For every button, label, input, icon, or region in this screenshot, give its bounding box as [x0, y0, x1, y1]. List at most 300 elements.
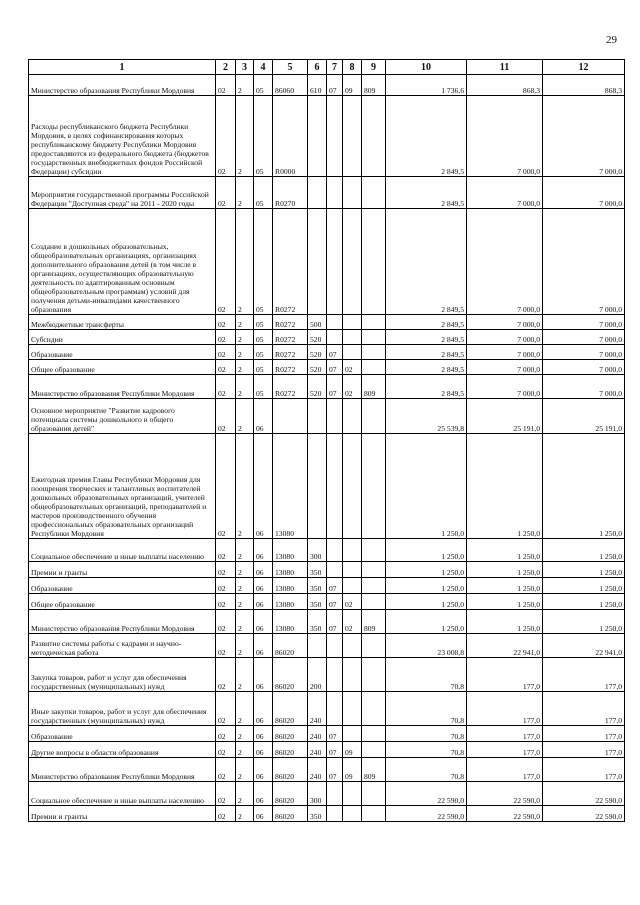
table-row [29, 594, 625, 610]
table-cell-c11: 177,0 [467, 742, 543, 758]
table-cell-c6 [308, 96, 327, 177]
table-cell-c3: 2 [236, 375, 254, 399]
table-row [29, 562, 625, 578]
table-cell-c5: R0272 [273, 375, 308, 399]
table-cell-c9 [362, 742, 386, 758]
table-cell-c3: 2 [236, 594, 254, 610]
table-cell-c6: 350 [308, 610, 327, 634]
table-cell-c4: 06 [254, 562, 273, 578]
table-cell-c9 [362, 539, 386, 562]
table-cell-c9 [362, 726, 386, 742]
table-cell-c5: 86020 [273, 658, 308, 692]
table-row [29, 742, 625, 758]
table-cell-c12: 177,0 [543, 742, 625, 758]
table-cell-c11: 7 000,0 [467, 330, 543, 345]
table-cell-c7 [327, 539, 343, 562]
table-cell-c6: 520 [308, 345, 327, 360]
table-cell-c4: 06 [254, 610, 273, 634]
table-cell-c10: 2 849,5 [386, 209, 467, 315]
table-cell-c12: 1 250,0 [543, 578, 625, 594]
row-name-cell: Министерство образования Республики Мордовия [29, 610, 216, 634]
table-cell-c12: 7 000,0 [543, 360, 625, 375]
table-cell-c8 [343, 806, 362, 822]
table-cell-c2: 02 [216, 345, 236, 360]
table-row [29, 806, 625, 822]
table-cell-c12: 177,0 [543, 692, 625, 726]
table-cell-c9: 809 [362, 375, 386, 399]
table-cell-c5: 86020 [273, 692, 308, 726]
table-cell-c11: 868,3 [467, 75, 543, 96]
table-cell-c6: 240 [308, 758, 327, 782]
table-cell-c11: 22 941,0 [467, 634, 543, 658]
table-row [29, 330, 625, 345]
header-cell: 6 [308, 60, 327, 75]
table-cell-c8 [343, 315, 362, 330]
table-cell-c7: 07 [327, 594, 343, 610]
table-cell-c10: 2 849,5 [386, 315, 467, 330]
table-cell-c8 [343, 578, 362, 594]
table-cell-c7: 07 [327, 610, 343, 634]
table-row [29, 782, 625, 806]
table-cell-c12: 22 941,0 [543, 634, 625, 658]
table-row [29, 75, 625, 96]
table-header-row [29, 60, 625, 75]
table-cell-c2: 02 [216, 360, 236, 375]
table-cell-c3: 2 [236, 315, 254, 330]
table-cell-c11: 1 250,0 [467, 539, 543, 562]
table-cell-c3: 2 [236, 562, 254, 578]
table-cell-c3: 2 [236, 345, 254, 360]
table-cell-c11: 7 000,0 [467, 345, 543, 360]
table-cell-c4: 06 [254, 634, 273, 658]
table-cell-c2: 02 [216, 399, 236, 434]
table-cell-c5: 86060 [273, 75, 308, 96]
row-name-cell: Министерство образования Республики Мордовия [29, 758, 216, 782]
table-cell-c8: 02 [343, 594, 362, 610]
table-cell-c11: 1 250,0 [467, 562, 543, 578]
table-cell-c11: 7 000,0 [467, 96, 543, 177]
header-cell: 3 [236, 60, 254, 75]
table-cell-c10: 70,8 [386, 692, 467, 726]
table-cell-c10: 1 250,0 [386, 434, 467, 539]
table-row [29, 345, 625, 360]
table-cell-c12: 177,0 [543, 726, 625, 742]
table-cell-c8 [343, 562, 362, 578]
table-cell-c8: 09 [343, 75, 362, 96]
table-cell-c9 [362, 315, 386, 330]
table-cell-c4: 06 [254, 726, 273, 742]
table-cell-c8 [343, 345, 362, 360]
table-cell-c4: 05 [254, 75, 273, 96]
table-cell-c2: 02 [216, 806, 236, 822]
header-cell: 8 [343, 60, 362, 75]
table-cell-c3: 2 [236, 434, 254, 539]
table-cell-c8 [343, 692, 362, 726]
table-cell-c7: 07 [327, 758, 343, 782]
table-cell-c4: 06 [254, 399, 273, 434]
header-cell: 11 [467, 60, 543, 75]
table-cell-c12: 1 250,0 [543, 434, 625, 539]
table-cell-c2: 02 [216, 578, 236, 594]
table-cell-c2: 02 [216, 562, 236, 578]
table-cell-c9 [362, 594, 386, 610]
row-name-cell: Общее образование [29, 594, 216, 610]
table-cell-c10: 70,8 [386, 758, 467, 782]
table-cell-c8: 09 [343, 758, 362, 782]
table-cell-c5 [273, 399, 308, 434]
table-cell-c4: 06 [254, 578, 273, 594]
table-cell-c7 [327, 562, 343, 578]
table-cell-c2: 02 [216, 96, 236, 177]
table-cell-c5: 13080 [273, 562, 308, 578]
table-cell-c9: 809 [362, 75, 386, 96]
table-cell-c4: 05 [254, 96, 273, 177]
table-cell-c6: 200 [308, 658, 327, 692]
table-cell-c4: 05 [254, 209, 273, 315]
table-cell-c8 [343, 330, 362, 345]
table-cell-c11: 25 191,0 [467, 399, 543, 434]
table-cell-c3: 2 [236, 177, 254, 209]
table-cell-c3: 2 [236, 96, 254, 177]
table-cell-c7 [327, 177, 343, 209]
table-cell-c9 [362, 578, 386, 594]
table-cell-c6: 350 [308, 562, 327, 578]
table-cell-c7 [327, 692, 343, 726]
row-name-cell: Образование [29, 726, 216, 742]
header-cell: 9 [362, 60, 386, 75]
table-cell-c9 [362, 345, 386, 360]
row-name-cell: Основное мероприятие "Развитие кадрового потенциала системы дошкольного и общего образования детей" [29, 399, 216, 434]
table-cell-c6 [308, 399, 327, 434]
table-cell-c9 [362, 658, 386, 692]
table-cell-c4: 05 [254, 345, 273, 360]
table-cell-c5: R0000 [273, 96, 308, 177]
table-cell-c4: 06 [254, 758, 273, 782]
table-cell-c6: 520 [308, 375, 327, 399]
table-cell-c8 [343, 634, 362, 658]
table-cell-c12: 7 000,0 [543, 375, 625, 399]
table-cell-c8 [343, 658, 362, 692]
table-cell-c2: 02 [216, 594, 236, 610]
table-cell-c3: 2 [236, 634, 254, 658]
table-cell-c7 [327, 209, 343, 315]
table-row [29, 434, 625, 539]
table-cell-c6: 300 [308, 539, 327, 562]
table-cell-c10: 2 849,5 [386, 375, 467, 399]
row-name-cell: Министерство образования Республики Мордовия [29, 375, 216, 399]
table-cell-c3: 2 [236, 726, 254, 742]
table-cell-c11: 22 590,0 [467, 782, 543, 806]
table-cell-c2: 02 [216, 315, 236, 330]
table-cell-c10: 1 250,0 [386, 578, 467, 594]
table-cell-c12: 868,3 [543, 75, 625, 96]
table-cell-c5: 86020 [273, 634, 308, 658]
row-name-cell: Общее образование [29, 360, 216, 375]
table-cell-c9: 809 [362, 610, 386, 634]
table-cell-c3: 2 [236, 758, 254, 782]
row-name-cell: Мероприятия государственной программы Российской Федерации "Доступная среда" на 2011 - 2020 годы [29, 177, 216, 209]
table-cell-c4: 05 [254, 360, 273, 375]
table-cell-c6: 500 [308, 315, 327, 330]
table-cell-c6: 350 [308, 594, 327, 610]
header-cell: 12 [543, 60, 625, 75]
table-cell-c6: 520 [308, 360, 327, 375]
table-cell-c12: 22 590,0 [543, 806, 625, 822]
table-cell-c2: 02 [216, 758, 236, 782]
table-cell-c4: 06 [254, 742, 273, 758]
row-name-cell: Образование [29, 578, 216, 594]
table-cell-c2: 02 [216, 634, 236, 658]
table-cell-c8 [343, 726, 362, 742]
table-cell-c8 [343, 96, 362, 177]
table-cell-c9 [362, 399, 386, 434]
table-cell-c10: 2 849,5 [386, 177, 467, 209]
table-cell-c7: 07 [327, 345, 343, 360]
table-cell-c6 [308, 209, 327, 315]
table-cell-c10: 70,8 [386, 658, 467, 692]
table-cell-c12: 7 000,0 [543, 330, 625, 345]
header-cell: 1 [29, 60, 216, 75]
table-cell-c8 [343, 434, 362, 539]
table-cell-c6: 350 [308, 806, 327, 822]
table-cell-c10: 1 250,0 [386, 610, 467, 634]
table-cell-c11: 7 000,0 [467, 209, 543, 315]
table-cell-c8 [343, 539, 362, 562]
table-cell-c9 [362, 177, 386, 209]
header-cell: 10 [386, 60, 467, 75]
row-name-cell: Премии и гранты [29, 562, 216, 578]
table-cell-c2: 02 [216, 330, 236, 345]
table-cell-c4: 06 [254, 782, 273, 806]
table-cell-c5: R0272 [273, 315, 308, 330]
header-cell: 2 [216, 60, 236, 75]
table-cell-c2: 02 [216, 177, 236, 209]
table-cell-c11: 22 590,0 [467, 806, 543, 822]
table-cell-c7: 07 [327, 75, 343, 96]
table-row [29, 177, 625, 209]
row-name-cell: Социальное обеспечение и иные выплаты населению [29, 539, 216, 562]
table-cell-c2: 02 [216, 782, 236, 806]
table-cell-c7 [327, 806, 343, 822]
table-body [29, 75, 625, 822]
table-cell-c11: 177,0 [467, 758, 543, 782]
table-cell-c7 [327, 782, 343, 806]
table-cell-c9 [362, 434, 386, 539]
table-cell-c4: 06 [254, 539, 273, 562]
table-cell-c10: 2 849,5 [386, 360, 467, 375]
table-cell-c6: 520 [308, 330, 327, 345]
row-name-cell: Ежегодная премия Главы Республики Мордовия для поощрения творческих и талантливых воспитателей дошкольных образовательных организаций, учителей общеобразовательных организаций, преподавателей и мастеров производственного обучения профессиональных образовательных организаций Республики Мордовия [29, 434, 216, 539]
row-name-cell: Межбюджетные трансферты [29, 315, 216, 330]
table-row [29, 399, 625, 434]
table-cell-c2: 02 [216, 75, 236, 96]
table-cell-c5: 13080 [273, 594, 308, 610]
table-cell-c5: 86020 [273, 742, 308, 758]
table-cell-c5: 86020 [273, 782, 308, 806]
table-cell-c3: 2 [236, 75, 254, 96]
table-cell-c9 [362, 360, 386, 375]
table-cell-c7 [327, 658, 343, 692]
table-cell-c8 [343, 209, 362, 315]
table-cell-c4: 05 [254, 315, 273, 330]
table-cell-c3: 2 [236, 610, 254, 634]
table-cell-c4: 06 [254, 692, 273, 726]
table-row [29, 634, 625, 658]
table-cell-c5: 13080 [273, 539, 308, 562]
table-cell-c4: 05 [254, 375, 273, 399]
table-cell-c9 [362, 330, 386, 345]
table-cell-c8: 09 [343, 742, 362, 758]
table-cell-c2: 02 [216, 692, 236, 726]
table-cell-c9 [362, 209, 386, 315]
budget-table [28, 59, 625, 822]
table-cell-c6: 300 [308, 782, 327, 806]
table-cell-c2: 02 [216, 726, 236, 742]
table-cell-c11: 177,0 [467, 692, 543, 726]
table-cell-c3: 2 [236, 539, 254, 562]
table-cell-c3: 2 [236, 209, 254, 315]
table-cell-c12: 177,0 [543, 658, 625, 692]
row-name-cell: Создание в дошкольных образовательных, общеобразовательных организациях, организациях дополнительного образования детей (в том числе в организациях, осуществляющих образовательную деятельность по адаптированным основным общеобразовательным программам) условий для получения детьми-инвалидами качественного образования [29, 209, 216, 315]
table-cell-c7: 07 [327, 726, 343, 742]
table-row [29, 692, 625, 726]
row-name-cell: Социальное обеспечение и иные выплаты населению [29, 782, 216, 806]
table-cell-c9 [362, 562, 386, 578]
table-row [29, 578, 625, 594]
table-cell-c11: 7 000,0 [467, 360, 543, 375]
table-cell-c9 [362, 782, 386, 806]
table-cell-c10: 1 250,0 [386, 539, 467, 562]
table-cell-c6: 240 [308, 726, 327, 742]
table-row [29, 315, 625, 330]
table-cell-c5: R0272 [273, 209, 308, 315]
table-cell-c2: 02 [216, 610, 236, 634]
table-cell-c10: 22 590,0 [386, 782, 467, 806]
table-cell-c10: 1 736,6 [386, 75, 467, 96]
table-cell-c11: 177,0 [467, 726, 543, 742]
table-cell-c12: 1 250,0 [543, 594, 625, 610]
table-cell-c11: 1 250,0 [467, 610, 543, 634]
header-cell: 4 [254, 60, 273, 75]
table-cell-c5: 13080 [273, 578, 308, 594]
table-row [29, 658, 625, 692]
table-row [29, 539, 625, 562]
row-name-cell: Субсидии [29, 330, 216, 345]
header-cell: 7 [327, 60, 343, 75]
table-cell-c2: 02 [216, 539, 236, 562]
table-cell-c10: 70,8 [386, 742, 467, 758]
table-cell-c11: 7 000,0 [467, 177, 543, 209]
table-cell-c9: 809 [362, 758, 386, 782]
table-cell-c9 [362, 634, 386, 658]
table-cell-c6 [308, 434, 327, 539]
table-cell-c7: 07 [327, 742, 343, 758]
table-cell-c11: 1 250,0 [467, 594, 543, 610]
table-cell-c2: 02 [216, 658, 236, 692]
table-cell-c12: 177,0 [543, 758, 625, 782]
row-name-cell: Закупка товаров, работ и услуг для обеспечения государственных (муниципальных) нужд [29, 658, 216, 692]
table-cell-c2: 02 [216, 209, 236, 315]
row-name-cell: Расходы республиканского бюджета Республики Мордовия, в целях софинансирования которых республиканскому бюджету Республики Мордовия предоставляются из федерального бюджета (бюджетов государственных внебюджетных фондов Российской Федерации) субсидии [29, 96, 216, 177]
table-row [29, 758, 625, 782]
table-cell-c4: 06 [254, 594, 273, 610]
table-cell-c3: 2 [236, 782, 254, 806]
table-cell-c9 [362, 806, 386, 822]
table-cell-c12: 1 250,0 [543, 562, 625, 578]
table-row [29, 610, 625, 634]
page-number: 29 [606, 34, 617, 46]
table-cell-c8: 02 [343, 360, 362, 375]
table-cell-c9 [362, 692, 386, 726]
table-cell-c7 [327, 330, 343, 345]
table-cell-c9 [362, 96, 386, 177]
table-cell-c10: 1 250,0 [386, 562, 467, 578]
table-cell-c6: 240 [308, 692, 327, 726]
table-cell-c10: 70,8 [386, 726, 467, 742]
table-cell-c12: 7 000,0 [543, 315, 625, 330]
table-cell-c7 [327, 399, 343, 434]
table-row [29, 360, 625, 375]
table-cell-c7: 07 [327, 375, 343, 399]
table-cell-c7 [327, 96, 343, 177]
table-cell-c12: 1 250,0 [543, 539, 625, 562]
row-name-cell: Иные закупки товаров, работ и услуг для обеспечения государственных (муниципальных) нужд [29, 692, 216, 726]
table-cell-c10: 25 539,8 [386, 399, 467, 434]
table-cell-c8 [343, 399, 362, 434]
table-cell-c7: 07 [327, 578, 343, 594]
table-cell-c10: 1 250,0 [386, 594, 467, 610]
table-cell-c4: 05 [254, 330, 273, 345]
row-name-cell: Другие вопросы в области образования [29, 742, 216, 758]
table-cell-c3: 2 [236, 692, 254, 726]
table-cell-c7 [327, 315, 343, 330]
row-name-cell: Министерство образования Республики Мордовия [29, 75, 216, 96]
table-cell-c5: 86020 [273, 758, 308, 782]
table-row [29, 209, 625, 315]
table-cell-c2: 02 [216, 434, 236, 539]
table-cell-c6: 240 [308, 742, 327, 758]
table-cell-c4: 06 [254, 434, 273, 539]
table-cell-c12: 7 000,0 [543, 177, 625, 209]
table-cell-c4: 06 [254, 658, 273, 692]
table-cell-c6: 610 [308, 75, 327, 96]
table-cell-c3: 2 [236, 806, 254, 822]
table-cell-c6 [308, 634, 327, 658]
table-cell-c12: 7 000,0 [543, 209, 625, 315]
table-cell-c11: 7 000,0 [467, 375, 543, 399]
row-name-cell: Премии и гранты [29, 806, 216, 822]
table-cell-c5: R0270 [273, 177, 308, 209]
table-cell-c5: 86020 [273, 726, 308, 742]
table-cell-c7 [327, 434, 343, 539]
row-name-cell: Образование [29, 345, 216, 360]
table-cell-c11: 1 250,0 [467, 434, 543, 539]
table-row [29, 726, 625, 742]
table-cell-c3: 2 [236, 658, 254, 692]
table-cell-c3: 2 [236, 399, 254, 434]
table-cell-c10: 22 590,0 [386, 806, 467, 822]
table-cell-c8: 02 [343, 610, 362, 634]
table-cell-c5: 13080 [273, 434, 308, 539]
table-cell-c5: R0272 [273, 345, 308, 360]
table-row [29, 375, 625, 399]
table-cell-c4: 06 [254, 806, 273, 822]
table-cell-c12: 25 191,0 [543, 399, 625, 434]
table-cell-c5: 13080 [273, 610, 308, 634]
header-cell: 5 [273, 60, 308, 75]
table-cell-c5: 86020 [273, 806, 308, 822]
table-cell-c7 [327, 634, 343, 658]
